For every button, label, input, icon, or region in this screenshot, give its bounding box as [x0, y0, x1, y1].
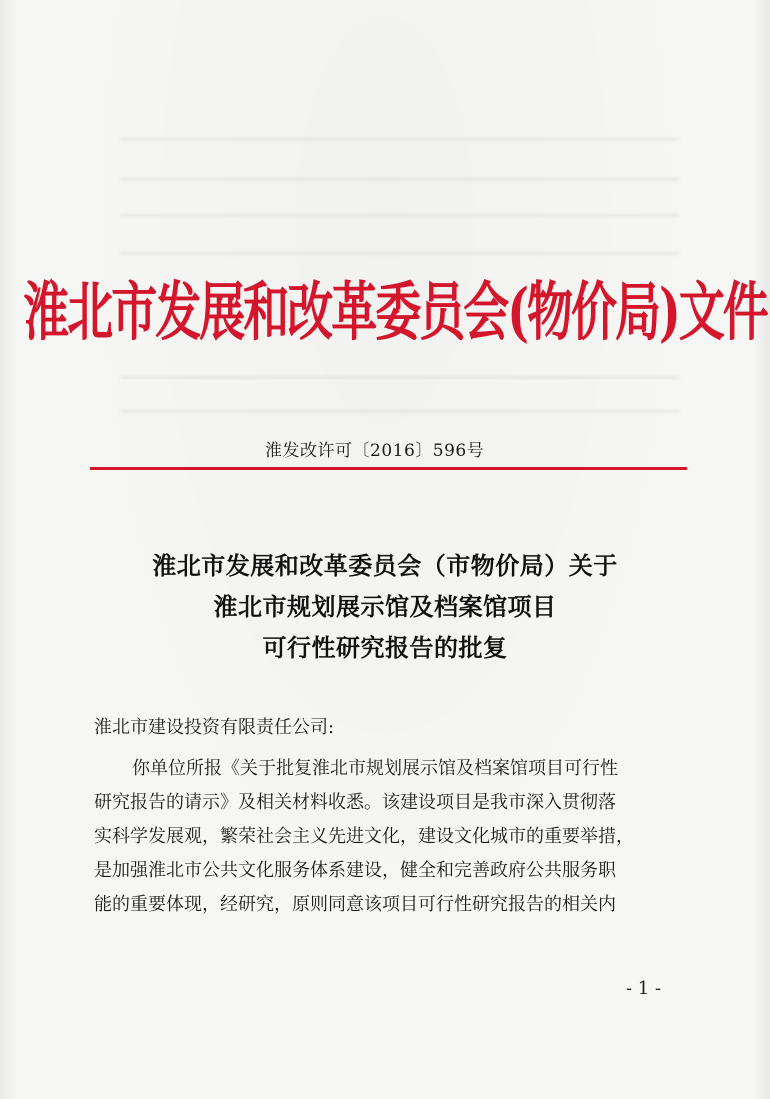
page-number: - 1 -: [626, 978, 662, 999]
document-number: 淮发改许可〔2016〕596号: [265, 441, 485, 461]
body-line: 实科学发展观，繁荣社会主义先进文化，建设文化城市的重要举措，: [94, 826, 634, 847]
bleed-through-mark: [120, 138, 680, 141]
body-line: 能的重要体现，经研究，原则同意该项目可行性研究报告的相关内: [94, 894, 616, 915]
bleed-through-mark: [120, 214, 680, 217]
body-line: 你单位所报《关于批复淮北市规划展示馆及档案馆项目可行性: [132, 758, 618, 779]
reply-title: [80, 545, 690, 668]
addressee: 淮北市建设投资有限责任公司:: [94, 717, 335, 738]
red-divider-rule: [90, 467, 687, 470]
body-paragraph: [94, 752, 694, 922]
bleed-through-mark: [120, 410, 680, 413]
reply-title-line: 可行性研究报告的批复: [262, 633, 508, 662]
reply-title-line: 淮北市发展和改革委员会（市物价局）关于: [152, 551, 618, 580]
body-line: 研究报告的请示》及相关材料收悉。该建设项目是我市深入贯彻落: [94, 792, 616, 813]
body-line: 是加强淮北市公共文化服务体系建设，健全和完善政府公共服务职: [94, 860, 616, 881]
red-header-title: 淮北市发展和改革委员会(物价局)文件: [23, 274, 767, 350]
reply-title-line: 淮北市规划展示馆及档案馆项目: [213, 592, 557, 621]
bleed-through-mark: [120, 178, 680, 181]
